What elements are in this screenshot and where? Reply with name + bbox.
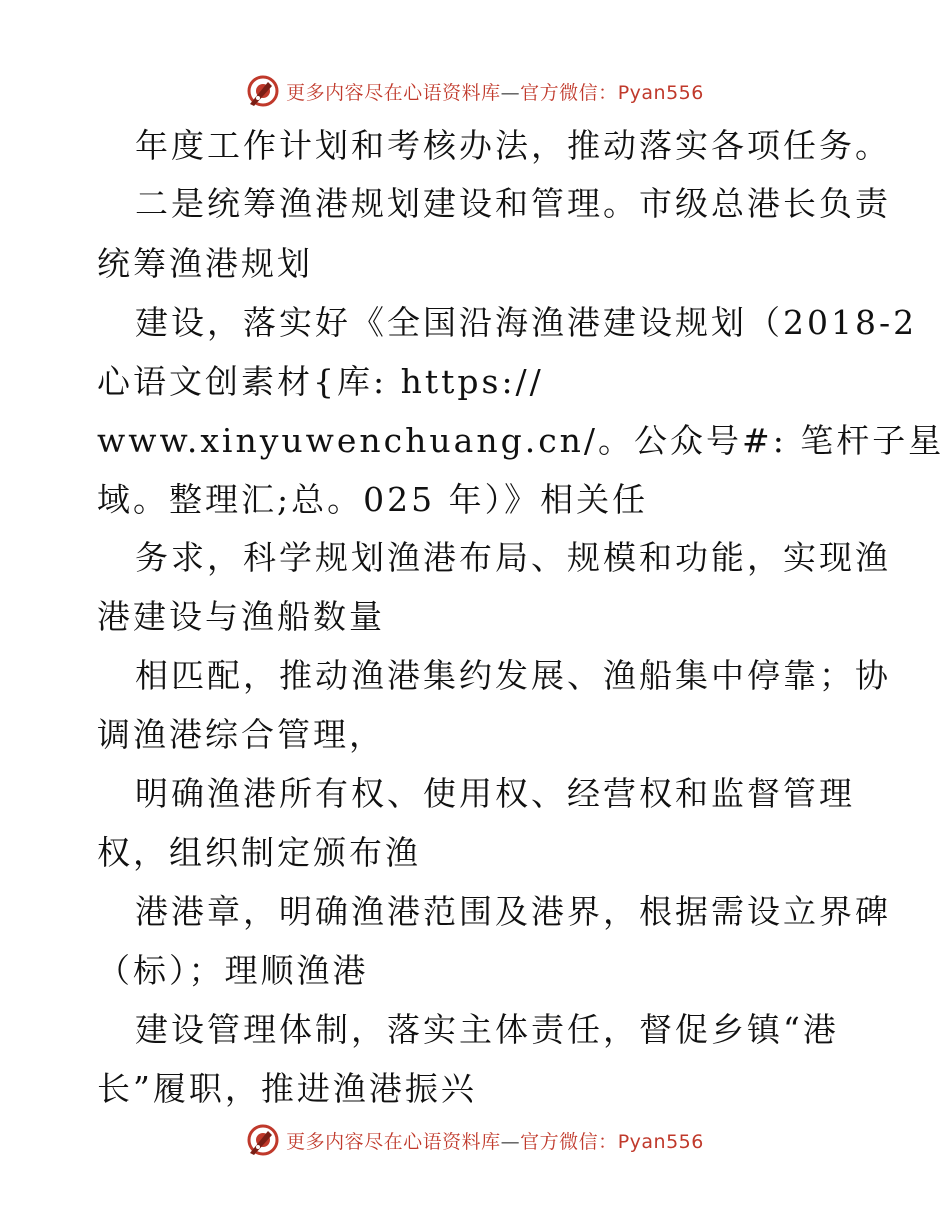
text-line: 长”履职，推进渔港振兴 [97, 1069, 477, 1108]
text-line: （标）；理顺渔港 [97, 951, 369, 990]
watermark-text [286, 78, 704, 105]
watermark-site: 更多内容尽在心语资料库 [286, 1130, 501, 1153]
header-watermark [0, 71, 950, 111]
text-line: 务求，科学规划渔港布局、规模和功能，实现渔 [135, 538, 891, 577]
watermark-wechat-id: Pyan556 [617, 1130, 704, 1153]
watermark-wechat-label: 官方微信： [520, 1130, 618, 1153]
text-line: 相匹配，推动渔港集约发展、渔船集中停靠；协 [135, 656, 891, 695]
watermark-group [246, 1123, 704, 1157]
watermark-separator: — [500, 1130, 521, 1153]
text-line: 建设管理体制，落实主体责任，督促乡镇“港 [135, 1010, 839, 1049]
watermark-wechat-id: Pyan556 [617, 81, 704, 104]
text-line: 建设，落实好《全国沿海渔港建设规划（2018-2 [135, 303, 918, 342]
watermark-separator: — [500, 81, 521, 104]
pen-logo-icon [246, 74, 280, 108]
text-line: 权，组织制定颁布渔 [97, 833, 421, 872]
watermark-text [286, 1127, 704, 1154]
watermark-wechat-label: 官方微信： [520, 81, 618, 104]
pen-logo-icon [246, 1123, 280, 1157]
text-line: www.xinyuwenchuang.cn/。公众号#: 笔杆子星 [97, 421, 945, 460]
text-line: 港港章，明确渔港范围及港界，根据需设立界碑 [135, 892, 891, 931]
text-line: 心语文创素材{库: https:// [97, 362, 544, 401]
text-line: 调渔港综合管理， [97, 715, 385, 754]
text-line: 域。整理汇;总。025 年）》相关任 [97, 480, 649, 519]
text-line: 港建设与渔船数量 [97, 597, 385, 636]
text-line: 明确渔港所有权、使用权、经营权和监督管理 [135, 774, 855, 813]
watermark-group [246, 74, 704, 108]
text-line: 二是统筹渔港规划建设和管理。市级总港长负责 [135, 184, 891, 223]
text-line: 年度工作计划和考核办法，推动落实各项任务。 [135, 126, 891, 165]
text-line: 统筹渔港规划 [97, 244, 313, 283]
watermark-site: 更多内容尽在心语资料库 [286, 81, 501, 104]
footer-watermark [0, 1120, 950, 1160]
